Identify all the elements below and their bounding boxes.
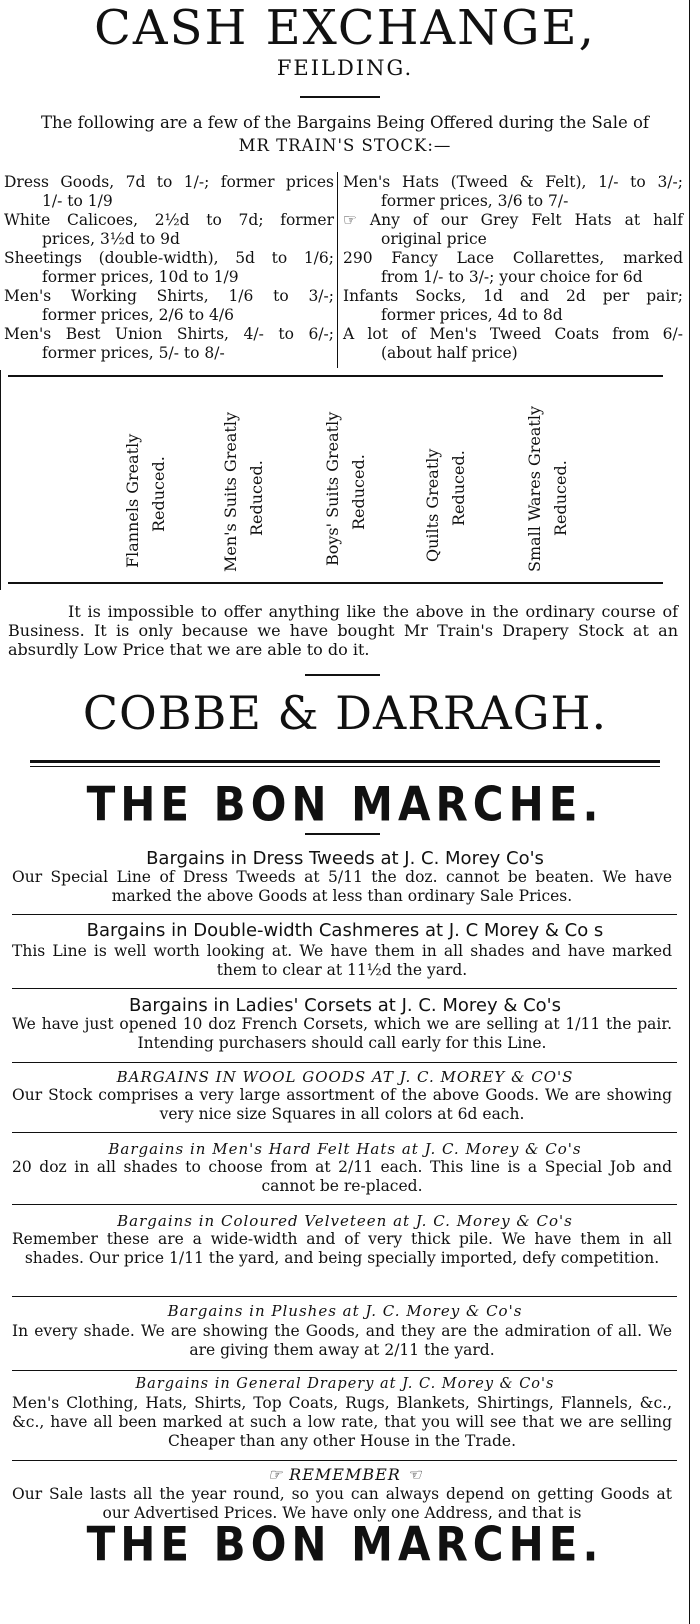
closing-paragraph: Our Sale lasts all the year round, so you can always depend on getting Goods at our Advertised Prices. We have only one Address, and that is	[12, 1485, 672, 1522]
section-rule	[8, 375, 663, 377]
bon-marche-title: THE BON MARCHE.	[86, 777, 604, 832]
section-heading: Bargains in General Drapery at J. C. Morey & Co's	[135, 1376, 555, 1392]
list-item: 290 Fancy Lace Collarettes, marked from 1/- to 3/-; your choice for 6d	[343, 249, 683, 286]
right-price-list	[343, 173, 683, 363]
section-body: We have just opened 10 doz French Corsets, which we are selling at 1/11 the pair. Intending purchasers should call early for this Line.	[12, 1015, 672, 1052]
bon-marche-footer: THE BON MARCHE.	[86, 1517, 604, 1572]
list-item: Dress Goods, 7d to 1/-; former prices 1/- to 1/9	[4, 173, 334, 210]
short-rule	[305, 833, 380, 835]
left-price-list	[4, 173, 334, 363]
list-item: Sheetings (double-width), 5d to 1/6; former prices, 10d to 1/9	[4, 249, 334, 286]
impossible-paragraph: It is impossible to offer anything like the above in the ordinary course of Business. It is only because we have bought Mr Train's Drapery Stock at an absurdly Low Price that we are able to do it.	[8, 602, 678, 659]
reduced-small-wares: Small Wares Greatly Reduced.	[525, 405, 570, 572]
section-rule	[12, 1204, 677, 1205]
section-body: Our Stock comprises a very large assortment of the above Goods. We are showing very nice size Squares in all colors at 6d each.	[12, 1086, 672, 1123]
cash-exchange-title: CASH EXCHANGE,	[94, 0, 596, 56]
section-heading: Bargains in Ladies' Corsets at J. C. Morey & Co's	[129, 995, 561, 1016]
section-heading: BARGAINS IN WOOL GOODS AT J. C. MOREY & CO'S	[116, 1068, 574, 1086]
intro-line: The following are a few of the Bargains Being Offered during the Sale of	[40, 113, 650, 132]
list-item: ☞ Any of our Grey Felt Hats at half original price	[343, 211, 683, 248]
remember-heading: ☞ REMEMBER ☜	[267, 1465, 423, 1484]
section-heading: Bargains in Dress Tweeds at J. C. Morey Co's	[146, 848, 544, 869]
reduced-flannels: Flannels Greatly Reduced.	[123, 433, 168, 568]
firm-name: COBBE & DARRAGH.	[82, 686, 608, 740]
heavy-rule-thin	[30, 766, 660, 767]
column-divider	[337, 172, 338, 368]
section-rule	[12, 1296, 677, 1297]
section-rule	[12, 1460, 677, 1461]
section-rule	[12, 1370, 677, 1371]
short-rule	[300, 96, 380, 98]
reduced-boys-suits: Boys' Suits Greatly Reduced.	[323, 411, 368, 566]
section-body: Men's Clothing, Hats, Shirts, Top Coats, Rugs, Blankets, Shirtings, Flannels, &c., &c., have all been marked at such a low rate, that you will see that we are selling Cheaper than any other House in the Trade.	[12, 1394, 672, 1450]
left-border	[0, 370, 1, 590]
list-item: Men's Best Union Shirts, 4/- to 6/-; former prices, 5/- to 8/-	[4, 325, 334, 362]
reduced-mens-suits: Men's Suits Greatly Reduced.	[221, 412, 266, 572]
section-body: This Line is well worth looking at. We have them in all shades and have marked them to clear at 11½d the yard.	[12, 942, 672, 979]
list-item: Men's Working Shirts, 1/6 to 3/-; former prices, 2/6 to 4/6	[4, 287, 334, 324]
reduced-quilts: Quilts Greatly Reduced.	[423, 448, 468, 562]
intro-line-stock: MR TRAIN'S STOCK:—	[238, 136, 452, 155]
section-body: Our Special Line of Dress Tweeds at 5/11 the doz. cannot be beaten. We have marked the above Goods at less than ordinary Sale Prices.	[12, 868, 672, 905]
section-body: In every shade. We are showing the Goods, and they are the admiration of all. We are giving them away at 2/11 the yard.	[12, 1322, 672, 1359]
list-item: White Calicoes, 2½d to 7d; former prices, 3½d to 9d	[4, 211, 334, 248]
section-rule	[12, 988, 677, 989]
section-rule	[8, 582, 663, 584]
heavy-rule	[30, 760, 660, 763]
short-rule	[305, 674, 380, 676]
list-item: Infants Socks, 1d and 2d per pair; former prices, 4d to 8d	[343, 287, 683, 324]
section-rule	[12, 1062, 677, 1063]
intro	[0, 111, 690, 157]
section-heading: Bargains in Coloured Velveteen at J. C. Morey & Co's	[117, 1212, 573, 1230]
section-heading: Bargains in Double-width Cashmeres at J. C Morey & Co s	[86, 920, 604, 941]
town-name: FEILDING.	[276, 56, 414, 80]
section-body: Remember these are a wide-width and of very thick pile. We have them in all shades. Our price 1/11 the yard, and being specially imported, defy competition.	[12, 1230, 672, 1267]
section-body: 20 doz in all shades to choose from at 2/11 each. This line is a Special Job and cannot be re-placed.	[12, 1158, 672, 1195]
section-heading: Bargains in Men's Hard Felt Hats at J. C. Morey & Co's	[108, 1140, 582, 1158]
list-item: Men's Hats (Tweed & Felt), 1/- to 3/-; former prices, 3/6 to 7/-	[343, 173, 683, 210]
section-rule	[12, 1132, 677, 1133]
list-item: A lot of Men's Tweed Coats from 6/- (about half price)	[343, 325, 683, 362]
section-rule	[12, 914, 677, 915]
section-heading: Bargains in Plushes at J. C. Morey & Co's	[167, 1302, 523, 1320]
